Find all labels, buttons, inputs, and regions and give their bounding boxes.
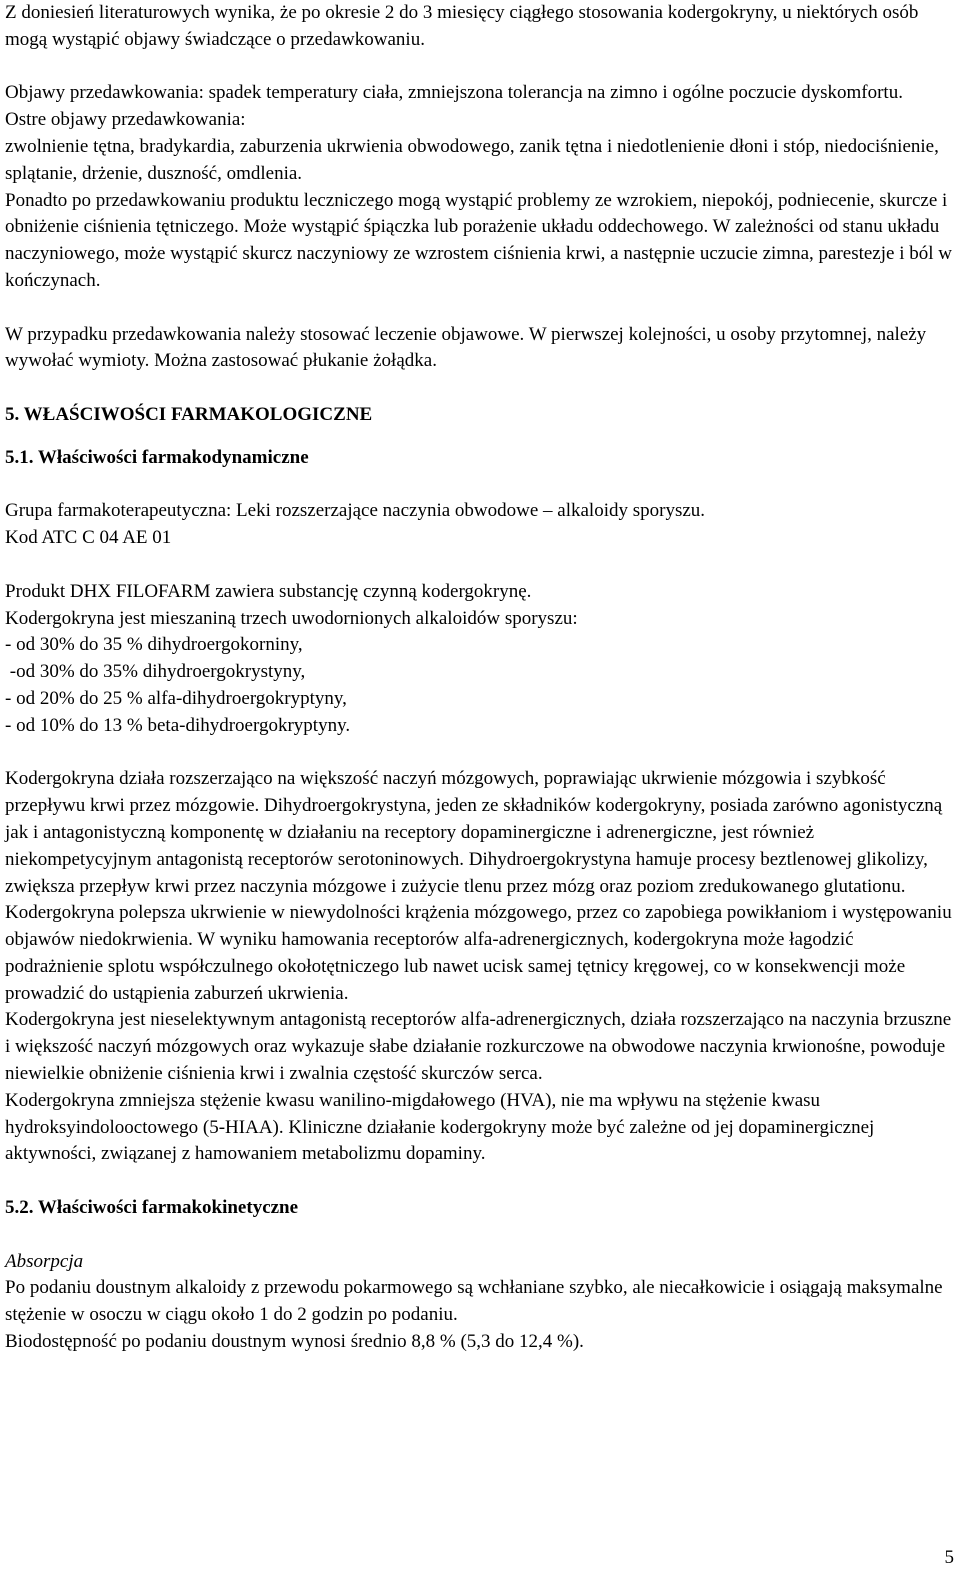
spacer [5, 375, 953, 402]
overdose-symptoms: Objawy przedawkowania: spadek temperatury ciała, zmniejszona tolerancja na zimno i ogólne poczucie dyskomfortu. [5, 82, 903, 104]
mixture-description: Kodergokryna jest mieszaniną trzech uwodornionych alkaloidów sporyszu: [5, 607, 578, 629]
absorption-text: Po podaniu doustnym alkaloidy z przewodu pokarmowego są wchłaniane szybko, ale niecałkowicie i osiągają maksymalne stężenie w osoczu w ciągu około 1 do 2 godzin po podaniu. [5, 1277, 943, 1326]
component-item: - od 10% do 13 % beta-dihydroergokryptyny. [5, 714, 351, 736]
spacer [5, 54, 953, 81]
section-title: 5. WŁAŚCIWOŚCI FARMAKOLOGICZNE [5, 403, 373, 425]
action-paragraph: Kodergokryna polepsza ukrwienie w niewydolności krążenia mózgowego, przez co zapobiega powikłaniom i występowaniu objawów niedokrwienia. W wyniku hamowania receptorów alfa-adrenergicznych, kodergokryna może łagodzić podrażnienie splotu współczulnego okołotętniczego lub nawet ucisk samej tętnicy kręgowej, co w konsekwencji może prowadzić do ustąpienia zaburzeń ukrwienia. [5, 902, 952, 1004]
overdose-further-effects: Ponadto po przedawkowaniu produktu leczniczego mogą wystąpić problemy ze wzrokiem, niepokój, podniecenie, skurcze i obniżenie ciśnienia tętniczego. Może wystąpić śpiączka lub porażenie układu oddechowego. W zależności od stanu układu naczyniowego, może wystąpić skurcz naczyniowy ze wzrostem ciśnienia krwi, a następnie uczucie zimna, parestezje i ból w kończynach. [5, 189, 952, 291]
spacer [5, 1222, 953, 1249]
spacer [5, 552, 953, 579]
component-item: - od 30% do 35 % dihydroergokorniny, [5, 634, 303, 656]
page-number: 5 [944, 1547, 954, 1568]
overdose-intro: Z doniesień literaturowych wynika, że po okresie 2 do 3 miesięcy ciągłego stosowania kodergokryny, u niektórych osób mogą wystąpić objawy świadczące o przedawkowaniu. [5, 2, 919, 50]
action-paragraph: Kodergokryna jest nieselektywnym antagonistą receptorów alfa-adrenergicznych, działa rozszerzająco na naczynia brzuszne i większość naczyń mózgowych oraz wykazuje słabe działanie rozkurczowe na obwodowe naczynia krwionośne, powoduje niewielkie obniżenie ciśnienia krwi i zwalnia częstość skurczów serca. [5, 1009, 952, 1085]
atc-code: Kod ATC C 04 AE 01 [5, 527, 172, 549]
document-page [5, 0, 953, 1356]
component-item: - od 20% do 25 % alfa-dihydroergokryptyny, [5, 687, 347, 709]
pharmacotherapeutic-group: Grupa farmakoterapeutyczna: Leki rozszerzające naczynia obwodowe – alkaloidy sporyszu. [5, 500, 706, 522]
spacer [5, 740, 953, 767]
spacer [5, 1168, 953, 1195]
component-item: -od 30% do 35% dihydroergokrystyny, [5, 661, 306, 683]
bioavailability-text: Biodostępność po podaniu doustnym wynosi średnio 8,8 % (5,3 do 12,4 %). [5, 1331, 584, 1353]
acute-symptoms-heading: Ostre objawy przedawkowania: [5, 109, 246, 131]
spacer [5, 295, 953, 322]
absorption-heading: Absorpcja [5, 1250, 84, 1272]
spacer [5, 472, 953, 499]
subsection-title-pharmacodynamics: 5.1. Właściwości farmakodynamiczne [5, 446, 309, 468]
spacer [5, 429, 953, 445]
action-paragraph: Kodergokryna zmniejsza stężenie kwasu wanilino-migdałowego (HVA), nie ma wpływu na stężenie kwasu hydroksyindolooctowego (5-HIAA). Kliniczne działanie kodergokryny może być zależne od jej dopaminergicznej aktywności, związanej z hamowaniem metabolizmu dopaminy. [5, 1089, 875, 1165]
product-composition: Produkt DHX FILOFARM zawiera substancję czynną kodergokrynę. [5, 580, 532, 602]
action-paragraph: Kodergokryna działa rozszerzająco na większość naczyń mózgowych, poprawiając ukrwienie mózgowia i szybkość przepływu krwi przez mózgowie. Dihydroergokrystyna, jeden ze składników kodergokryny, posiada zarówno agonistyczną jak i antagonistyczną komponentę w działaniu na receptory dopaminergiczne i adrenergiczne, jest również niekompetycyjnym antagonistą receptorów serotoninowych. Dihydroergokrystyna hamuje procesy beztlenowej glikolizy, zwiększa przepływ krwi przez naczynia mózgowe i zużycie tlenu przez mózg oraz poziom zredukowanego glutationu. [5, 768, 943, 897]
acute-symptoms-list: zwolnienie tętna, bradykardia, zaburzenia ukrwienia obwodowego, zanik tętna i niedotlenienie dłoni i stóp, niedociśnienie, splątanie, drżenie, duszność, omdlenia. [5, 135, 939, 184]
overdose-treatment: W przypadku przedawkowania należy stosować leczenie objawowe. W pierwszej kolejności, u osoby przytomnej, należy wywołać wymioty. Można zastosować płukanie żołądka. [5, 323, 927, 372]
subsection-title-pharmacokinetics: 5.2. Właściwości farmakokinetyczne [5, 1197, 299, 1219]
